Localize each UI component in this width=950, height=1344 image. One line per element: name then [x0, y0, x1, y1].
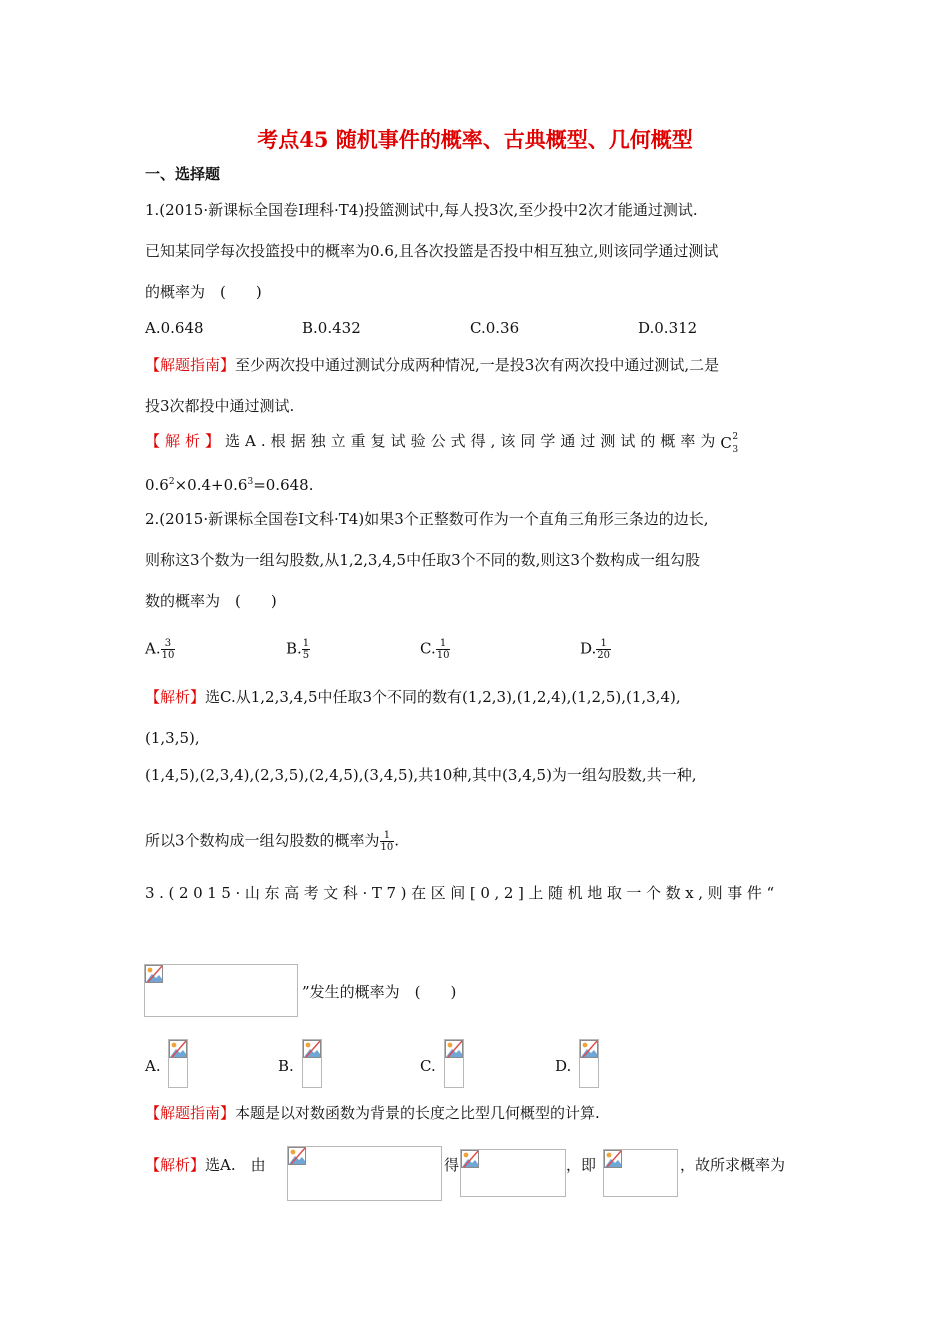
- q2-ana-text: 所以3个数构成一组勾股数的概率为: [145, 831, 380, 850]
- q3-line-1: 3.(2015·山东高考文科·T7)在区间[0,2]上随机地取一个数x,则事件“: [145, 884, 779, 902]
- q2-option-c-fraction: [436, 638, 451, 661]
- frac-den: 10: [436, 650, 450, 661]
- q3-ana-part-c: ，即: [566, 1156, 597, 1174]
- q2-option-c: [420, 638, 450, 661]
- q3-guide-line: [145, 1104, 600, 1122]
- q3-analysis-image-1: [287, 1146, 442, 1201]
- comb-upper: 2: [732, 432, 739, 442]
- q3-analysis-tag: 【解析】: [145, 1156, 206, 1174]
- q3-analysis-start: [145, 1156, 266, 1174]
- q2-line-2: 则称这3个数为一组勾股数,从1,2,3,4,5中任取3个不同的数,则这3个数构成一组勾股: [145, 551, 700, 569]
- q2-option-b: [286, 638, 310, 661]
- broken-image-icon: [604, 1150, 622, 1168]
- q3-option-c-image: [444, 1039, 464, 1088]
- q1-analysis-line-2: [145, 473, 313, 494]
- q1-guide-line-1: [145, 356, 719, 374]
- q3-option-b-label: B.: [278, 1057, 294, 1075]
- broken-image-icon: [303, 1040, 321, 1058]
- comb-c: C: [720, 434, 732, 452]
- q1-line-3: 的概率为 ( ): [145, 283, 262, 301]
- q3-line-2: ”发生的概率为 ( ): [302, 983, 457, 1001]
- q2-line-1: 2.(2015·新课标全国卷Ⅰ文科·T4)如果3个正整数可作为一个直角三角形三条边的边长,: [145, 510, 709, 528]
- broken-image-icon: [580, 1040, 598, 1058]
- q1-analysis-text: 选A.根据独立重复试验公式得,该同学通过测试的概率为: [225, 432, 721, 450]
- q2-option-d-letter: D.: [580, 639, 597, 658]
- q2-option-a-letter: A.: [145, 639, 161, 658]
- q1-option-d: D.0.312: [638, 319, 698, 337]
- missing-formula-image: [144, 964, 298, 1017]
- q2-option-d: [580, 638, 611, 661]
- q2-option-b-fraction: [302, 638, 310, 661]
- q3-option-a-label: A.: [145, 1057, 161, 1075]
- q3-option-a-image: [168, 1039, 188, 1088]
- q1-ana-part-b: ×0.4+0.6: [174, 476, 248, 494]
- q1-ana-part-a: 0.6: [145, 476, 169, 494]
- q1-ana-sup-1: 2: [168, 477, 175, 487]
- q2-ana-end: .: [394, 831, 400, 850]
- q2-analysis-line-2: (1,3,5),: [145, 729, 200, 747]
- broken-image-icon: [145, 965, 163, 983]
- q3-analysis-image-3: [603, 1149, 678, 1197]
- section-heading: 一、选择题: [145, 165, 221, 183]
- q1-ana-sup-2: 3: [247, 477, 254, 487]
- q2-analysis-line-1: [145, 688, 681, 706]
- q1-guide-text: 至少两次投中通过测试分成两种情况,一是投3次有两次投中通过测试,二是: [235, 356, 720, 374]
- frac-den: 5: [302, 650, 310, 661]
- frac-num: 1: [436, 638, 451, 650]
- q2-analysis-text: 选C.从1,2,3,4,5中任取3个不同的数有(1,2,3),(1,2,4),(1,2,5),(1,3,4),: [205, 688, 681, 706]
- broken-image-icon: [288, 1147, 306, 1165]
- frac-num: 3: [161, 638, 176, 650]
- broken-image-icon: [461, 1150, 479, 1168]
- q1-guide-line-2: 投3次都投中通过测试.: [145, 397, 295, 415]
- q2-option-a-fraction: [161, 638, 176, 661]
- page-title: 考点45 随机事件的概率、古典概型、几何概型: [257, 127, 693, 152]
- q2-option-b-letter: B.: [286, 639, 302, 658]
- combination-symbol: [720, 432, 740, 455]
- q3-guide-text: 本题是以对数函数为背景的长度之比型几何概型的计算.: [235, 1104, 600, 1122]
- q3-ana-part-b: 得: [444, 1156, 460, 1174]
- broken-image-icon: [445, 1040, 463, 1058]
- q1-analysis-tag: 【解析】: [145, 432, 226, 450]
- q3-option-c-label: C.: [420, 1057, 436, 1075]
- frac-num: 1: [380, 830, 395, 842]
- q2-ana-fraction: [380, 830, 395, 853]
- frac-num: 1: [596, 638, 611, 650]
- q1-guide-tag: 【解题指南】: [145, 356, 236, 374]
- q3-analysis-image-2: [460, 1149, 566, 1197]
- q1-option-b: B.0.432: [302, 319, 361, 337]
- q3-option-d-label: D.: [555, 1057, 572, 1075]
- q3-option-b-image: [302, 1039, 322, 1088]
- q3-guide-tag: 【解题指南】: [145, 1104, 236, 1122]
- q2-option-d-fraction: [596, 638, 611, 661]
- q2-analysis-tag: 【解析】: [145, 688, 206, 706]
- q1-option-c: C.0.36: [470, 319, 520, 337]
- q3-ana-part-d: ，故所求概率为: [680, 1156, 786, 1174]
- frac-den: 10: [161, 650, 175, 661]
- comb-lower: 3: [732, 445, 739, 455]
- q1-ana-part-c: =0.648.: [253, 476, 314, 494]
- q3-ana-part-a: 选A. 由: [205, 1156, 266, 1174]
- q3-option-d-image: [579, 1039, 599, 1088]
- frac-den: 10: [380, 842, 394, 853]
- q1-line-1: 1.(2015·新课标全国卷Ⅰ理科·T4)投篮测试中,每人投3次,至少投中2次才能通过测试.: [145, 201, 698, 219]
- q1-line-2: 已知某同学每次投篮投中的概率为0.6,且各次投篮是否投中相互独立,则该同学通过测试: [145, 242, 719, 260]
- frac-den: 20: [597, 650, 610, 661]
- q2-analysis-line-4: [145, 830, 399, 853]
- frac-num: 1: [302, 638, 310, 649]
- q2-option-a: [145, 638, 175, 661]
- q2-option-c-letter: C.: [420, 639, 436, 658]
- q2-line-3: 数的概率为 ( ): [145, 592, 277, 610]
- broken-image-icon: [169, 1040, 187, 1058]
- q2-analysis-line-3: (1,4,5),(2,3,4),(2,3,5),(2,4,5),(3,4,5),共10种,其中(3,4,5)为一组勾股数,共一种,: [145, 766, 697, 784]
- q1-analysis-line-1: [145, 432, 740, 455]
- q1-option-a: A.0.648: [145, 319, 204, 337]
